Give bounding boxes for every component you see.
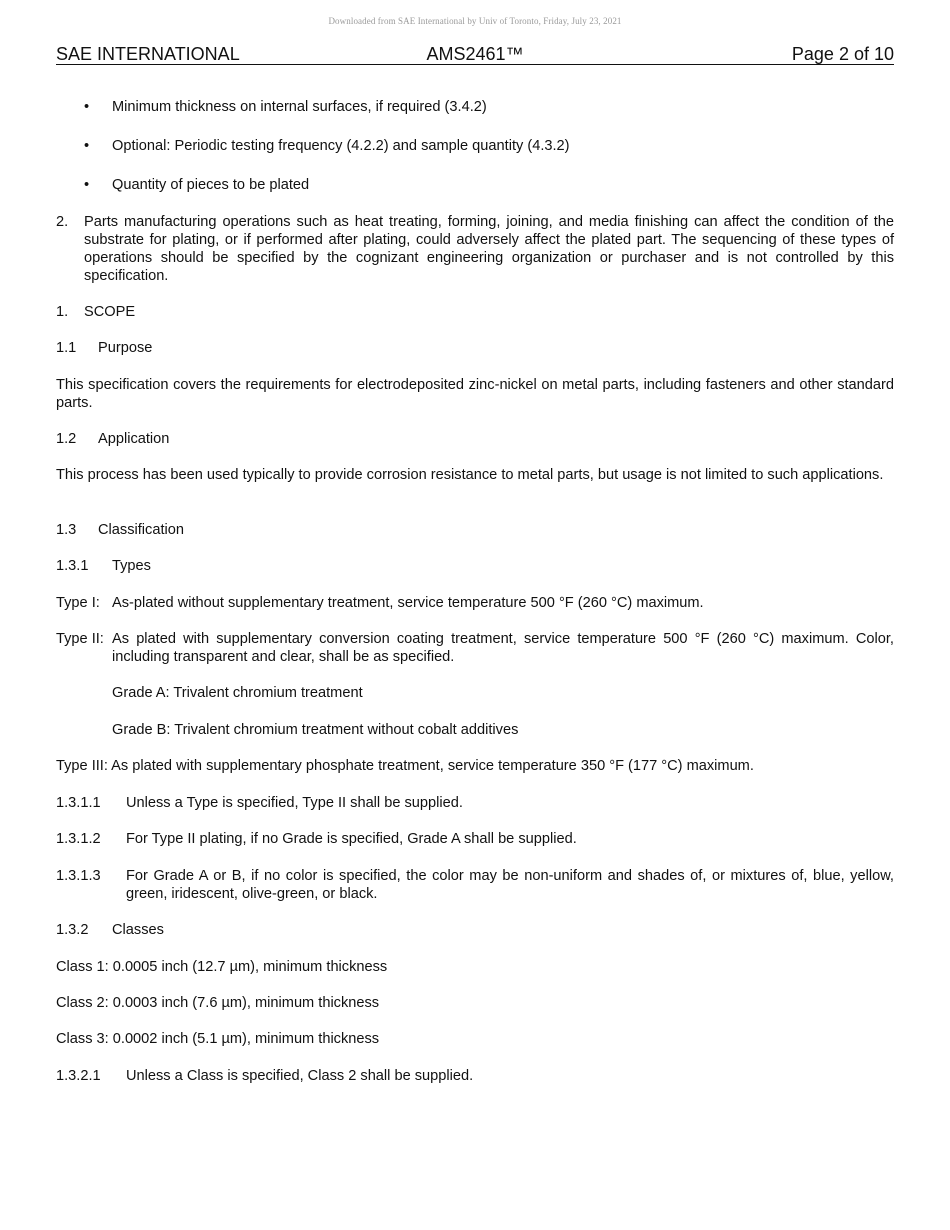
bullet-text: Quantity of pieces to be plated: [112, 177, 310, 193]
bullet-text: Minimum thickness on internal surfaces, if required (3.4.2): [112, 99, 487, 115]
section-text: For Grade A or B, if no color is specified, the color may be non-uniform and shades of, or mixtures of, blue, yellow, green, iridescent, olive-green, or black.: [126, 868, 894, 902]
section-number: 1.2: [56, 431, 77, 447]
section-title: Classification: [98, 522, 184, 538]
bullet-glyph: •: [84, 177, 90, 193]
section-text: Unless a Class is specified, Class 2 shall be supplied.: [126, 1068, 474, 1084]
class-1: Class 1: 0.0005 inch (12.7 µm), minimum thickness: [56, 959, 388, 975]
section-title: Purpose: [98, 340, 153, 356]
section-number: 1.3.1.3: [56, 868, 101, 884]
section-number: 1.: [56, 304, 69, 320]
section-number: 1.3.2.1: [56, 1068, 101, 1084]
section-text: Unless a Type is specified, Type II shall be supplied.: [126, 795, 463, 811]
application-paragraph: This process has been used typically to provide corrosion resistance to metal parts, but usage is not limited to such applications.: [56, 467, 884, 483]
header-page-number: Page 2 of 10: [791, 44, 894, 64]
section-title: Classes: [112, 922, 164, 938]
purpose-paragraph: This specification covers the requirements for electrodeposited zinc-nickel on metal parts, including fasteners and other standard parts.: [56, 377, 894, 411]
bullet-glyph: •: [84, 99, 90, 115]
note-number: 2.: [56, 214, 69, 230]
class-2: Class 2: 0.0003 inch (7.6 µm), minimum thickness: [56, 995, 380, 1011]
type-label: Type II:: [56, 631, 104, 647]
section-number: 1.3.2: [56, 922, 89, 938]
class-3: Class 3: 0.0002 inch (5.1 µm), minimum thickness: [56, 1031, 380, 1047]
type-text: As-plated without supplementary treatment, service temperature 500 °F (260 °C) maximum.: [112, 595, 704, 611]
section-title: SCOPE: [84, 304, 136, 320]
section-title: Application: [98, 431, 170, 447]
type-3: Type III: As plated with supplementary phosphate treatment, service temperature 350 °F (177 °C) maximum.: [56, 758, 754, 774]
bullet-text: Optional: Periodic testing frequency (4.2.2) and sample quantity (4.3.2): [112, 138, 570, 154]
page-header: [56, 44, 894, 65]
header-organization: SAE INTERNATIONAL: [56, 44, 240, 64]
bullet-glyph: •: [84, 138, 90, 154]
section-number: 1.3: [56, 522, 77, 538]
section-number: 1.3.1: [56, 558, 89, 574]
type-label: Type I:: [56, 595, 100, 611]
download-watermark: Downloaded from SAE International by Univ of Toronto, Friday, July 23, 2021: [328, 16, 622, 26]
header-document-id: AMS2461™: [426, 44, 524, 64]
section-number: 1.1: [56, 340, 77, 356]
note-text: Parts manufacturing operations such as heat treating, forming, joining, and media finishing can affect the condition of the substrate for plating, or if performed after plating, could adversely affect the plated part. The sequencing of these types of operations should be specified by the cognizant engineering organization or purchaser and is not controlled by this specification.: [84, 214, 894, 284]
grade-b: Grade B: Trivalent chromium treatment without cobalt additives: [112, 722, 519, 738]
section-text: For Type II plating, if no Grade is specified, Grade A shall be supplied.: [126, 831, 577, 847]
section-title: Types: [112, 558, 151, 574]
grade-a: Grade A: Trivalent chromium treatment: [112, 685, 363, 701]
type-text: As plated with supplementary conversion coating treatment, service temperature 500 °F (260 °C) maximum. Color, including transparent and clear, shall be as specified.: [112, 631, 894, 665]
section-number: 1.3.1.1: [56, 795, 101, 811]
section-number: 1.3.1.2: [56, 831, 101, 847]
